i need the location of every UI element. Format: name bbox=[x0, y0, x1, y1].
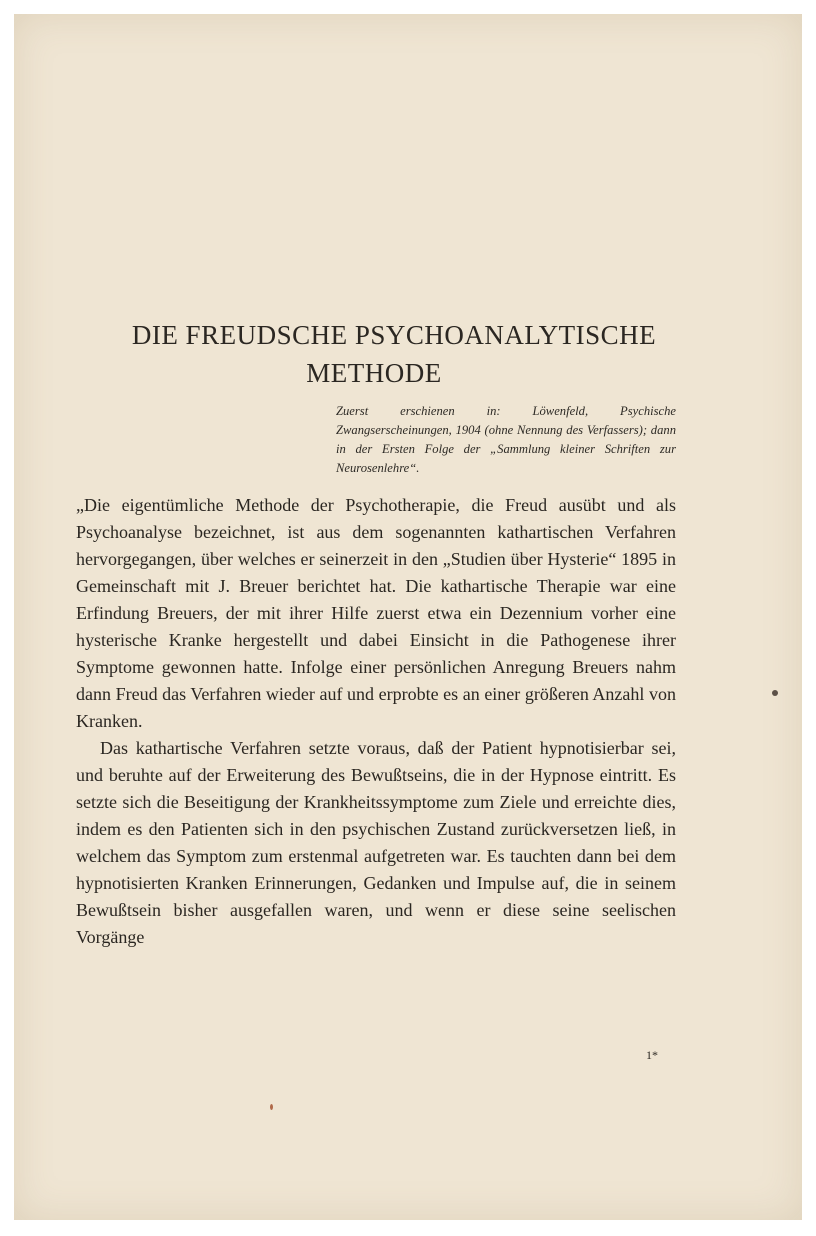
page-signature: 1* bbox=[646, 1048, 658, 1062]
paragraph-2: Das kathartische Verfahren setzte voraus, daß der Patient hypnotisierbar sei, und beruhte auf der Erweiterung des Bewußtseins, die in der Hypnose eintritt. Es setzte sich die Beseitigung der Krankheitssymptome zum Ziele und erreichte dies, indem es den Patienten sich in den psychischen Zustand zurückversetzen ließ, in welchem das Symptom zum erstenmal aufgetreten war. Es tauchten dann bei dem hypnotisierten Kranken Erinnerungen, Gedanken und Impulse auf, die in seinem Bewußtsein bisher ausgefallen waren, und wenn er diese seine seelischen Vorgänge bbox=[76, 738, 676, 947]
body-text bbox=[76, 492, 676, 951]
book-page bbox=[14, 14, 802, 1220]
ink-speck bbox=[270, 1104, 273, 1110]
chapter-title-line-1: DIE FREUDSCHE PSYCHOANALYTISCHE bbox=[131, 320, 657, 350]
chapter-title-line-2: METHODE bbox=[306, 358, 442, 388]
ink-speck bbox=[772, 690, 778, 696]
source-note: Zuerst erschienen in: Löwenfeld, Psychische Zwangserscheinungen, 1904 (ohne Nennung des Verfassers); dann in der Ersten Folge der „Sammlung kleiner Schriften zur Neurosenlehre“. bbox=[336, 404, 676, 475]
paragraph-1: „Die eigentümliche Methode der Psychotherapie, die Freud ausübt und als Psychoanalyse bezeichnet, ist aus dem sogenannten kathartischen Verfahren hervorgegangen, über welches er seinerzeit in den „Studien über Hysterie“ 1895 in Gemeinschaft mit J. Breuer berichtet hat. Die kathartische Therapie war eine Erfindung Breuers, der mit ihrer Hilfe zuerst etwa ein Dezennium vorher eine hysterische Kranke hergestellt und dabei Einsicht in die Pathogenese ihrer Symptome gewonnen hatte. Infolge einer persönlichen Anregung Breuers nahm dann Freud das Verfahren wieder auf und erprobte es an einer größeren Anzahl von Kranken. bbox=[76, 495, 676, 731]
